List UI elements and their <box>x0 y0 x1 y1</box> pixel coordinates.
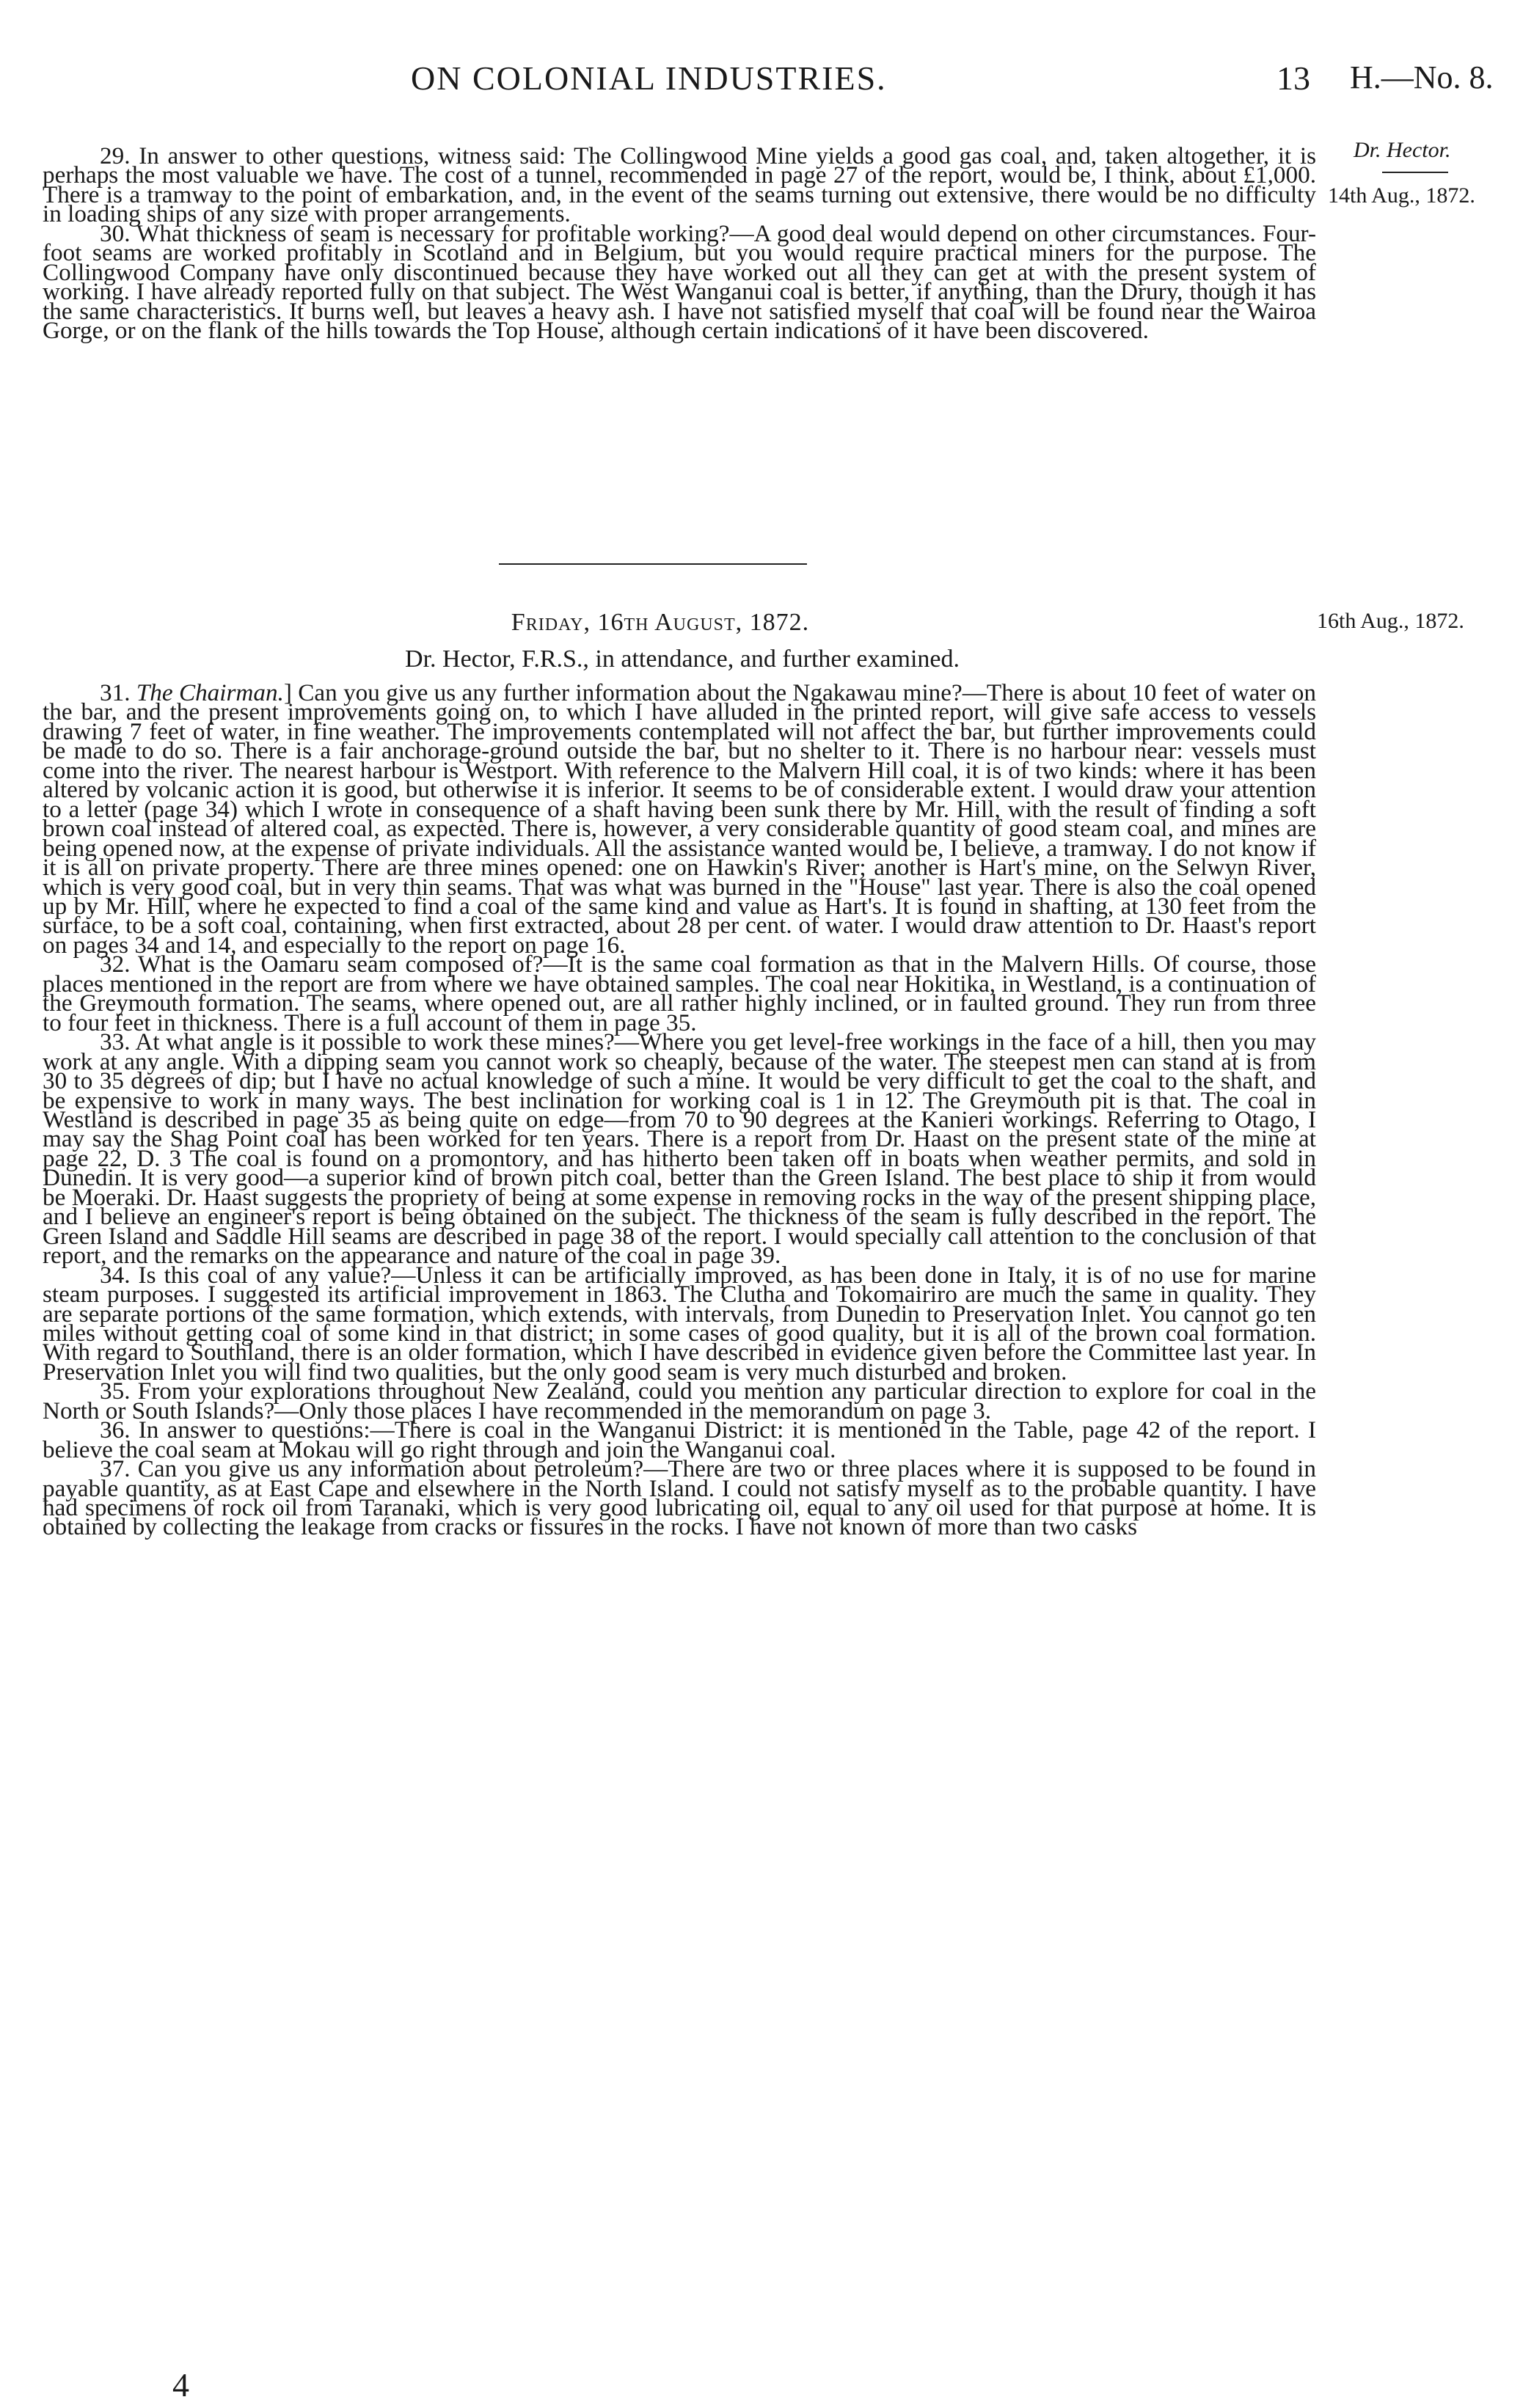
section-divider <box>499 563 807 565</box>
margin-witness-name: Dr. Hector. <box>1354 138 1451 162</box>
paragraph-30: 30. What thickness of seam is necessary for profitable working?—A good deal would depend on other circumstances. Four-foot seams are worked profitably in Scotland and in Belgium, but you would require practical miners for the purpose. The Collingwood Company have only discontinued because they have worked out all they can get at with the present system of working. I have already reported fully on that subject. The West Wanganui coal is better, if anything, than the Drury, though it has the same characteristics. It burns well, but leaves a heavy ash. I have not satisfied myself that coal will be found near the Wairoa Gorge, or on the flank of the hills towards the Top House, although certain indications of it have been discovered. <box>43 219 1316 345</box>
margin-date-second: 16th Aug., 1872. <box>1317 609 1464 633</box>
paragraph-31-text: ] Can you give us any further information about the Ngakawau mine?—There is about 10 feet of water on the bar, and the present improvements going on, to which I have alluded in the printed report, will give safe access to vessels drawing 7 feet of water, in fine weather. The improvements contemplated will not affect the bar, but further improvements could be made to do so. There is a fair anchorage-ground outside the bar, but no shelter to it. There is no harbour near: vessels must come into the river. The nearest harbour is Westport. With reference to the Malvern Hill coal, it is of two kinds: where it has been altered by volcanic action it is good, but otherwise it is inferior. It seems to be of considerable extent. I would draw your attention to a letter (page 34) which I wrote in consequence of a shaft having been sunk there by Mr. Hill, with the result of finding a soft brown coal instead of altered coal, as expected. There is, however, a very considerable quantity of good steam coal, and mines are being opened now, at the expense of private individuals. All the assistance wanted would be, I believe, a tramway. I do not know if it is all on private property. There are three mines opened: one on Hawkin's River; another is Hart's mine, on the Selwyn River, which is very good coal, but in very thin seams. That was what was burned in the "House" last year. There is also the coal opened up by Mr. Hill, where he expected to find a coal of the same kind and value as Hart's. It is found in shafting, at 130 feet from the surface, to be a soft coal, containing, when first extracted, about 28 per cent. of water. I would draw attention to Dr. Haast's report on pages 34 and 14, and especially to the report on page 16. <box>43 679 1316 959</box>
document-reference: H.—No. 8. <box>1350 59 1494 95</box>
paragraph-31-number: 31. <box>100 679 131 706</box>
paragraph-31 <box>43 679 1316 959</box>
page-number: 13 <box>1276 59 1310 97</box>
running-title: ON COLONIAL INDUSTRIES. <box>411 59 887 97</box>
paragraph-32: 32. What is the Oamaru seam composed of?—It is the same coal formation as that in the Malvern Hills. Of course, those places mentioned in the report are from where we have obtained samples. The coal near Hokitika, in Westland, is a continuation of the Greymouth formation. The seams, where opened out, are all rather highly inclined, or in faulted ground. They run from three to four feet in thickness. There is a full account of them in page 35. <box>43 951 1316 1036</box>
paragraph-34: 34. Is this coal of any value?—Unless it can be artificially improved, as has been done in Italy, it is of no use for marine steam purposes. I suggested its artificial improvement in 1863. The Clutha and Tokomairiro are much the same in quality. They are separate portions of the same formation, which extends, with intervals, from Dunedin to Preservation Inlet. You cannot go ten miles without getting coal of some kind in that district; in some cases of good quality, but it is all of the brown coal formation. With regard to Southland, there is an older formation, which I have described in evidence given before the Committee last year. In Preservation Inlet you will find two qualities, but the only good seam is very much disturbed and broken. <box>43 1261 1316 1386</box>
witness-attendance-line: Dr. Hector, F.R.S., in attendance, and further examined. <box>405 645 960 673</box>
section-one-text <box>43 142 1316 345</box>
paragraph-35: 35. From your explorations throughout New Zealand, could you mention any particular direction to explore for coal in the North or South Islands?—Only those places I have recommended in the memorandum on page 3. <box>43 1377 1316 1424</box>
paragraph-36: 36. In answer to questions:—There is coal in the Wanganui District: it is mentioned in the Table, page 42 of the report. I believe the coal seam at Mokau will go right through and join the Wanganui coal. <box>43 1416 1316 1463</box>
margin-rule <box>1382 172 1448 173</box>
paragraph-29: 29. In answer to other questions, witness said: The Collingwood Mine yields a good gas coal, and, taken altogether, it is perhaps the most valuable we have. The cost of a tunnel, recommended in page 27 of the report, would be, I think, about £1,000. There is a tramway to the point of embarkation, and, in the event of the seams turning out extensive, there would be no difficulty in loading ships of any size with proper arrangements. <box>43 142 1316 228</box>
section-two-text <box>43 679 1316 1541</box>
sitting-date-heading: Friday, 16th August, 1872. <box>511 609 810 636</box>
signature-mark: 4 <box>172 2366 189 2404</box>
margin-date-first: 14th Aug., 1872. <box>1328 183 1475 208</box>
paragraph-37: 37. Can you give us any information about petroleum?—There are two or three places where it is supposed to be found in payable quantity, as at East Cape and elsewhere in the North Island. I could not satisfy myself as to the probable quantity. I have had specimens of rock oil from Taranaki, which is very good lubricating oil, equal to any oil used for that purpose at home. It is obtained by collecting the leakage from cracks or fissures in the rocks. I have not known of more than two casks <box>43 1455 1316 1541</box>
chairman-speaker: The Chairman. <box>136 679 284 706</box>
paragraph-33: 33. At what angle is it possible to work these mines?—Where you get level-free workings in the face of a hill, then you may work at any angle. With a dipping seam you cannot work so cheaply, because of the water. The steepest men can stand at is from 30 to 35 degrees of dip; but I have no actual knowledge of such a mine. It would be very difficult to get the coal to the shaft, and be expensive to work in many ways. The best inclination for working coal is 1 in 12. The Greymouth pit is that. The coal in Westland is described in page 35 as being quite on edge—from 70 to 90 degrees at the Kanieri workings. Referring to Otago, I may say the Shag Point coal has been worked for ten years. There is a report from Dr. Haast on the present state of the mine at page 22, D. 3 The coal is found on a promontory, and has hitherto been taken off in boats when weather permits, and sold in Dunedin. It is very good—a superior kind of brown pitch coal, better than the Green Island. The best place to ship it from would be Moeraki. Dr. Haast suggests the propriety of being at some expense in removing rocks in the way of the present shipping place, and I believe an engineer's report is being obtained on the subject. The thickness of the seam is fully described in the report. The Green Island and Saddle Hill seams are described in page 38 of the report. I would specially call attention to the conclusion of that report, and the remarks on the appearance and nature of the coal in page 39. <box>43 1028 1316 1270</box>
